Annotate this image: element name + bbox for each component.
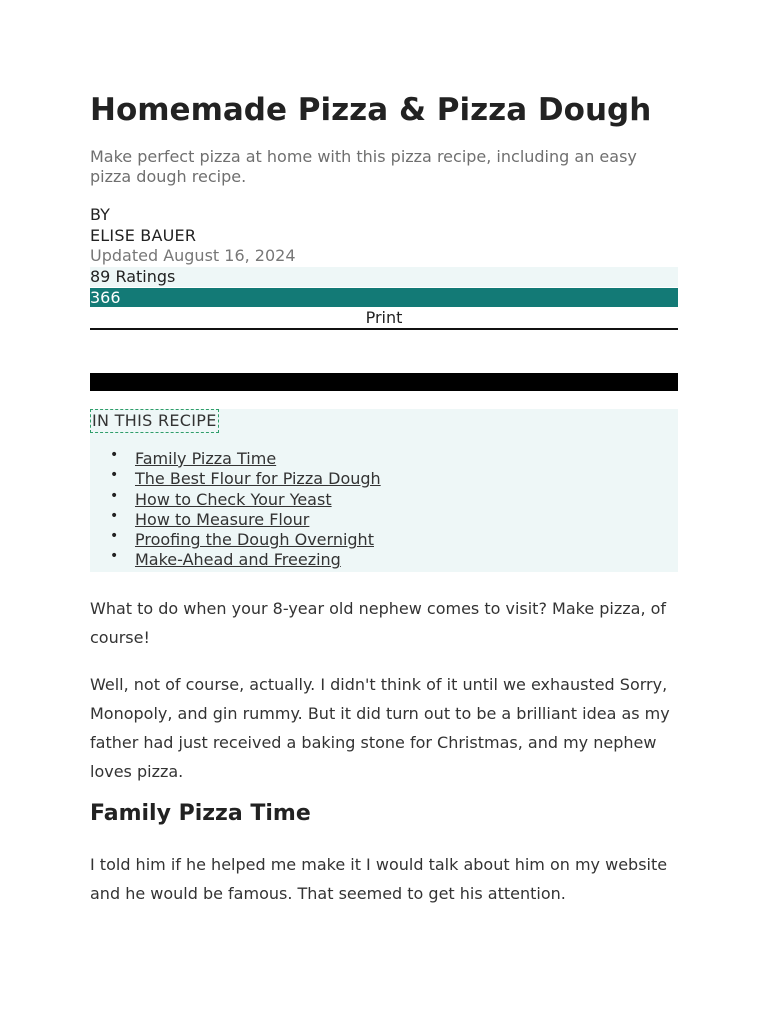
toc-heading[interactable]: IN THIS RECIPE [90,409,219,433]
body-paragraph: Well, not of course, actually. I didn't think of it until we exhausted Sorry, Monopoly, and gin rummy. But it did turn out to be a brilliant idea as my father had just received a baking stone for Christmas, and my nephew loves pizza. [90,675,670,781]
ratings-count[interactable]: 89 Ratings [90,267,678,287]
byline-prefix: BY [90,205,110,224]
bullet-icon: • [110,467,119,484]
toc-link[interactable]: The Best Flour for Pizza Dough [135,469,381,489]
bullet-icon: • [110,447,119,463]
updated-date: Updated August 16, 2024 [90,246,296,265]
toc-link[interactable]: How to Check Your Yeast [135,489,332,509]
ad-placeholder-bar [90,373,678,391]
toc-link[interactable]: How to Measure Flour [135,509,310,529]
page-title: Homemade Pizza & Pizza Dough [90,92,652,128]
reviews-count[interactable]: 366 [90,288,678,307]
toc-link[interactable]: Make-Ahead and Freezing [135,550,341,570]
print-button[interactable]: Print [90,308,678,330]
article-dek: Make perfect pizza at home with this pizza recipe, including an easy pizza dough recipe. [90,147,637,186]
bullet-icon: • [110,528,119,545]
toc-link[interactable]: Proofing the Dough Overnight [135,530,374,550]
bullet-icon: • [110,507,119,524]
body-paragraph: I told him if he helped me make it I would talk about him on my website and he would be famous. That seemed to get his attention. [90,855,668,903]
author-link[interactable]: ELISE BAUER [90,226,197,245]
bullet-icon: • [110,487,119,504]
section-heading: Family Pizza Time [90,801,311,826]
bullet-icon: • [110,548,119,565]
body-paragraph: What to do when your 8-year old nephew comes to visit? Make pizza, of course! [90,599,667,647]
toc-link[interactable]: Family Pizza Time [135,449,277,468]
table-of-contents [90,409,678,572]
